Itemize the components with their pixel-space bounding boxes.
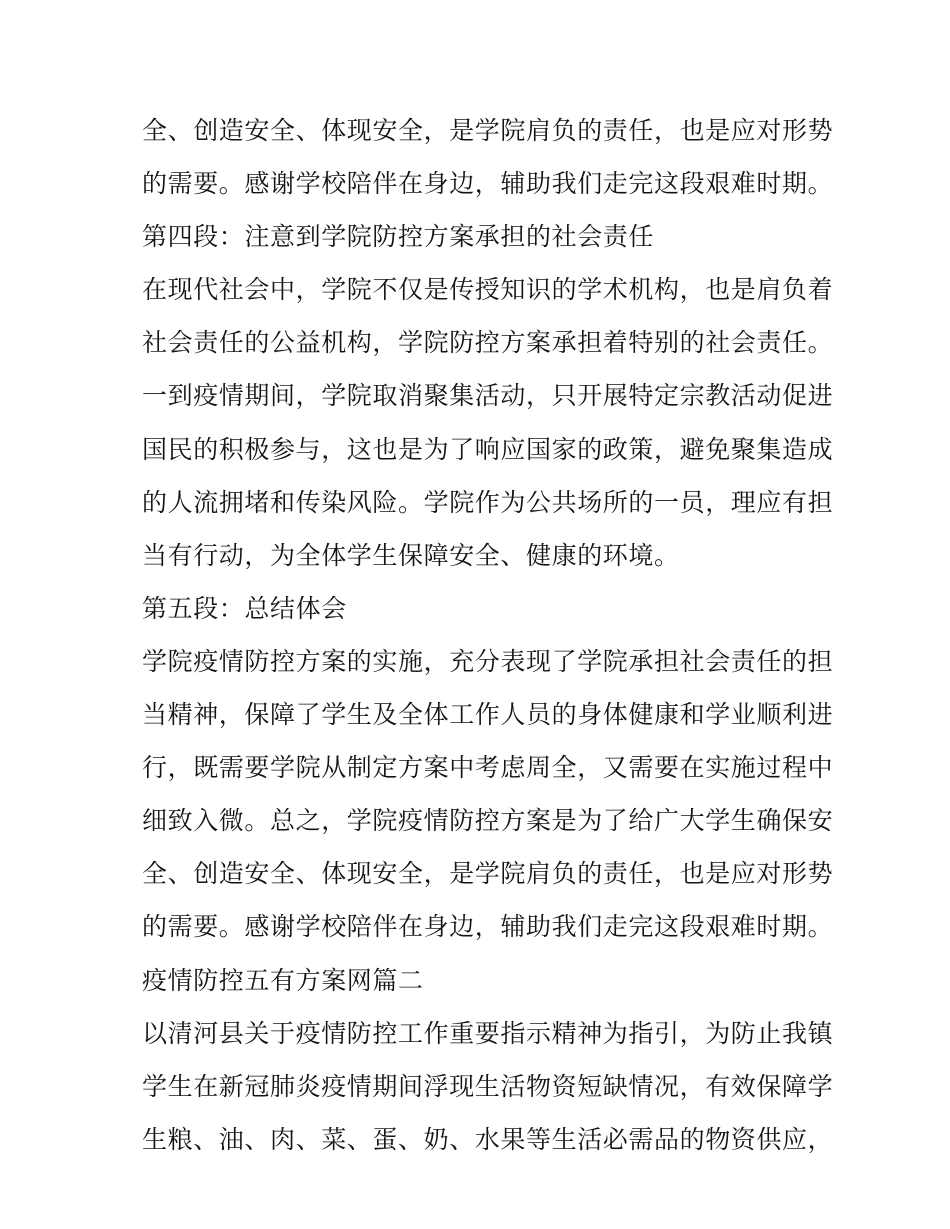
text-line: 当精神，保障了学生及全体工作人员的身体健康和学业顺利进 [142, 700, 834, 730]
text-line: 学院疫情防控方案的实施，充分表现了学院承担社会责任的担 [142, 646, 834, 676]
text-line: 行，既需要学院从制定方案中考虑周全，又需要在实施过程中 [142, 753, 834, 783]
text-line: 细致入微。总之，学院疫情防控方案是为了给广大学生确保安 [142, 806, 834, 836]
text-line: 的需要。感谢学校陪伴在身边，辅助我们走完这段艰难时期。 [142, 912, 834, 942]
text-line: 以清河县关于疫情防控工作重要指示精神为指引，为防止我镇 [142, 1018, 834, 1048]
text-line: 当有行动，为全体学生保障安全、健康的环境。 [142, 540, 680, 570]
text-line: 全、创造安全、体现安全，是学院肩负的责任，也是应对形势 [142, 859, 834, 889]
text-line: 生粮、油、肉、菜、蛋、奶、水果等生活必需品的物资供应， [142, 1124, 834, 1154]
section-heading: 疫情防控五有方案网篇二 [142, 965, 424, 995]
text-line: 国民的积极参与，这也是为了响应国家的政策，避免聚集造成 [142, 434, 834, 464]
text-line: 在现代社会中，学院不仅是传授知识的学术机构，也是肩负着 [142, 275, 834, 305]
text-line: 一到疫情期间，学院取消聚集活动，只开展特定宗教活动促进 [142, 381, 834, 411]
text-line: 社会责任的公益机构，学院防控方案承担着特别的社会责任。 [142, 328, 834, 358]
section-heading: 第四段：注意到学院防控方案承担的社会责任 [142, 222, 655, 252]
text-line: 学生在新冠肺炎疫情期间浮现生活物资短缺情况，有效保障学 [142, 1071, 834, 1101]
section-heading: 第五段：总结体会 [142, 593, 347, 623]
text-line: 全、创造安全、体现安全，是学院肩负的责任，也是应对形势 [142, 116, 834, 145]
document-body [142, 104, 834, 1166]
text-line: 的需要。感谢学校陪伴在身边，辅助我们走完这段艰难时期。 [142, 169, 834, 199]
text-line: 的人流拥堵和传染风险。学院作为公共场所的一员，理应有担 [142, 487, 834, 517]
